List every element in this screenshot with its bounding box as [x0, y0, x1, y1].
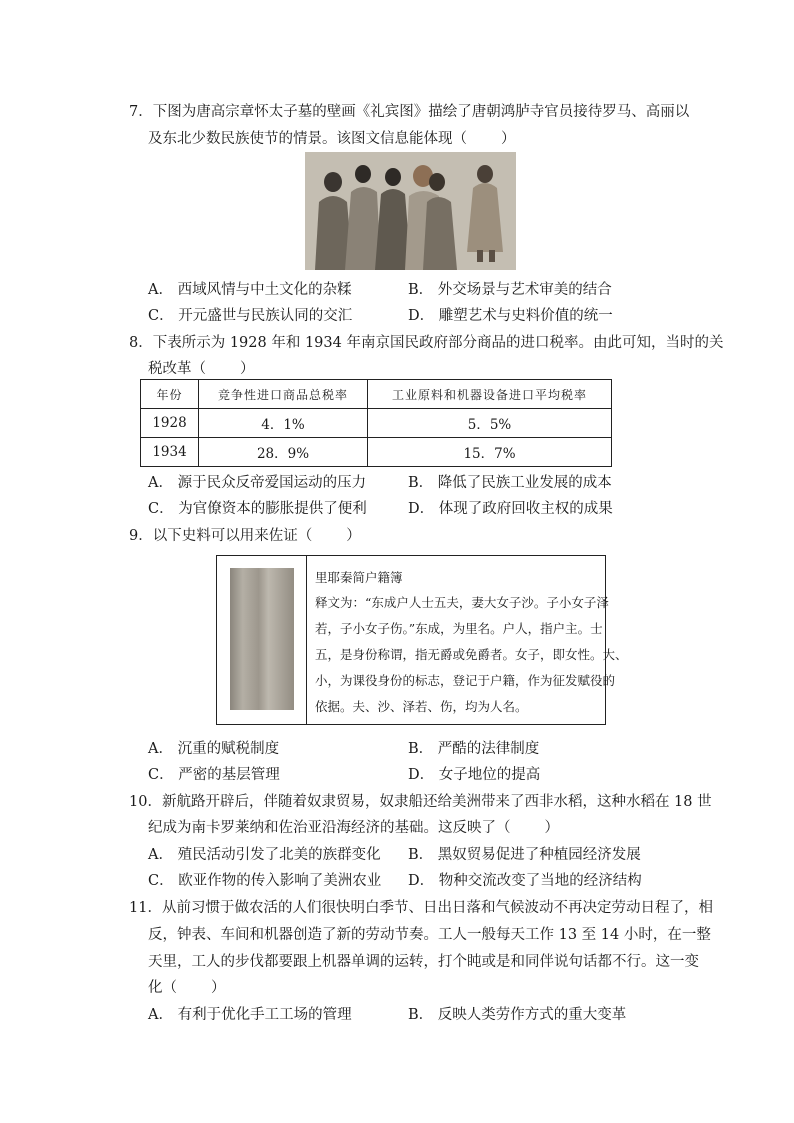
q8-option-d[interactable]: D． 体现了政府回收主权的成果	[408, 501, 613, 517]
q7-option-b[interactable]: B． 外交场景与艺术审美的结合	[408, 282, 612, 298]
q9-stem-text: 9．以下史料可以用来佐证（	[129, 528, 313, 544]
q10-stem-text: 纪成为南卡罗莱纳和佐治亚沿海经济的基础。这反映了（	[148, 820, 511, 836]
q8-stem-text: 税改革（	[148, 361, 206, 377]
table-cell: 1934	[141, 438, 199, 467]
box-divider	[306, 556, 307, 724]
q11-stem-line1: 11．从前习惯于做农活的人们很快明白季节、日出日落和气候波动不再决定劳动日程了，相	[129, 900, 713, 916]
q8-option-a[interactable]: A． 源于民众反帝爱国运动的压力	[148, 475, 367, 491]
q7-option-d[interactable]: D． 雕塑艺术与史料价值的统一	[408, 308, 613, 324]
q7-stem-line1: 7．下图为唐高宗章怀太子墓的壁画《礼宾图》描绘了唐朝鸿胪寺官员接待罗马、高丽以	[129, 104, 690, 120]
q10-option-a[interactable]: A． 殖民活动引发了北美的族群变化	[148, 847, 381, 863]
source-text	[315, 590, 628, 720]
q8-stem-line2	[148, 357, 255, 378]
q9-option-a[interactable]: A． 沉重的赋税制度	[148, 741, 280, 757]
mural-image	[305, 152, 516, 270]
source-box	[216, 555, 628, 725]
table-header-cell: 工业原料和机器设备进口平均税率	[368, 380, 612, 409]
q11-option-b[interactable]: B． 反映人类劳作方式的重大变革	[408, 1007, 627, 1023]
table-header-cell: 年份	[141, 380, 199, 409]
q11-option-a[interactable]: A． 有利于优化手工工场的管理	[148, 1007, 352, 1023]
table-cell: 5．5%	[368, 409, 612, 438]
tariff-table	[140, 379, 612, 467]
q9-option-b[interactable]: B． 严酷的法律制度	[408, 741, 540, 757]
q10-option-c[interactable]: C． 欧亚作物的传入影响了美洲农业	[148, 873, 382, 889]
q9-option-d[interactable]: D． 女子地位的提高	[408, 767, 541, 783]
q9-stem	[129, 524, 361, 545]
source-text-line: 五，是身份称谓，指无爵或免爵者。女子，即女性。大、	[315, 647, 628, 662]
source-text-line: 若，子小女子伤。”东成，为里名。户人，指户主。士	[315, 621, 603, 636]
source-text-line: 释文为：“东成户人士五夫，妻大女子沙。子小女子泽	[315, 595, 609, 610]
table-cell: 4．1%	[199, 409, 368, 438]
bamboo-slip-image	[230, 568, 294, 710]
q10-option-d[interactable]: D． 物种交流改变了当地的经济结构	[408, 873, 642, 889]
table-row	[141, 438, 612, 467]
q8-option-c[interactable]: C． 为官僚资本的膨胀提供了便利	[148, 501, 367, 517]
table-header-row	[141, 380, 612, 409]
q7-option-a[interactable]: A． 西域风情与中土文化的杂糅	[148, 282, 352, 298]
q8-option-b[interactable]: B． 降低了民族工业发展的成本	[408, 475, 612, 491]
q9-option-c[interactable]: C． 严密的基层管理	[148, 767, 280, 783]
q8-paren-close: ）	[240, 361, 255, 377]
q10-option-b[interactable]: B． 黑奴贸易促进了种植园经济发展	[408, 847, 641, 863]
source-title: 里耶秦简户籍簿	[315, 570, 403, 585]
source-text-line: 依据。夫、沙、泽若、伤，均为人名。	[315, 699, 528, 714]
q11-stem-line4	[148, 976, 226, 997]
q11-stem-line2: 反，钟表、车间和机器创造了新的劳动节奏。工人一般每天工作 13 至 14 小时，在一整	[148, 927, 711, 943]
q11-paren-close: ）	[211, 980, 226, 996]
q11-stem-text: 化（	[148, 980, 177, 996]
q11-stem-line3: 天里，工人的步伐都要跟上机器单调的运转，打个盹或是和同伴说句话都不行。这一变	[148, 954, 699, 970]
table-row	[141, 409, 612, 438]
q7-stem-line2	[148, 127, 516, 148]
q10-stem-line2	[148, 816, 559, 837]
q7-option-c[interactable]: C． 开元盛世与民族认同的交汇	[148, 308, 353, 324]
q7-paren-close: ）	[501, 131, 516, 147]
source-text-line: 小，为课役身份的标志，登记于户籍，作为征发赋役的	[315, 673, 616, 688]
table-cell: 15．7%	[368, 438, 612, 467]
q7-stem-text: 及东北少数民族使节的情景。该图文信息能体现（	[148, 131, 467, 147]
table-cell: 28．9%	[199, 438, 368, 467]
q10-paren-close: ）	[544, 820, 559, 836]
table-cell: 1928	[141, 409, 199, 438]
q9-paren-close: ）	[346, 528, 361, 544]
q8-stem-line1: 8．下表所示为 1928 年和 1934 年南京国民政府部分商品的进口税率。由此可知，当时的关	[129, 335, 724, 351]
table-header-cell: 竞争性进口商品总税率	[199, 380, 368, 409]
q10-stem-line1: 10．新航路开辟后，伴随着奴隶贸易，奴隶船还给美洲带来了西非水稻，这种水稻在 18 世	[129, 794, 712, 810]
